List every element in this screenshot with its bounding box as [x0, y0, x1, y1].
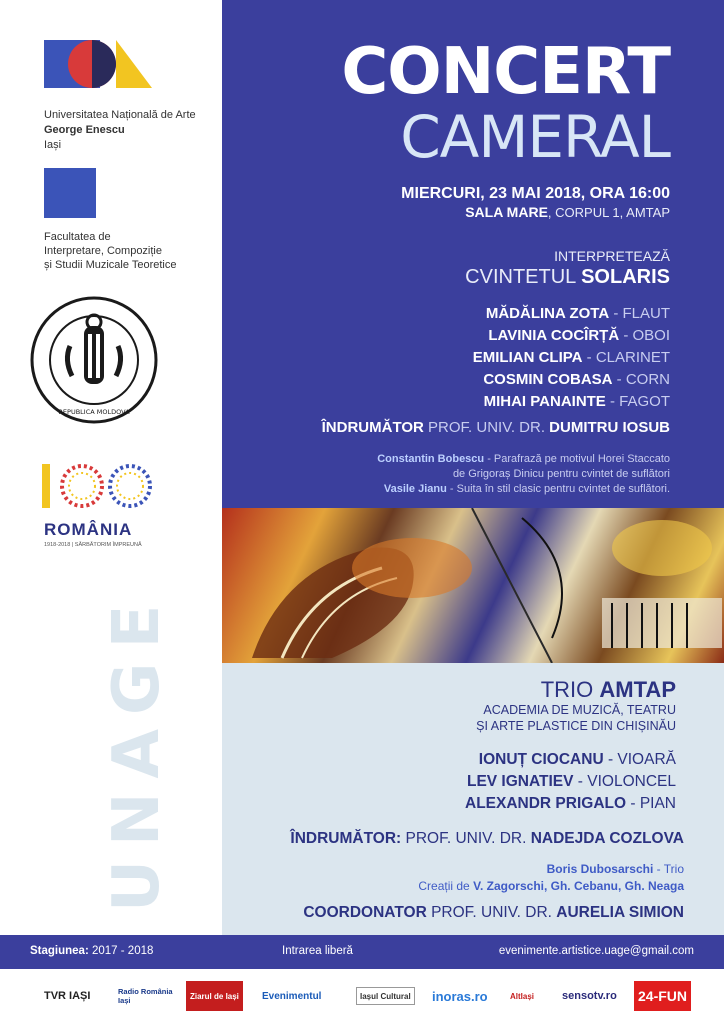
ensemble1-bold: SOLARIS: [581, 266, 670, 288]
program-prefix: Creații de: [418, 879, 474, 893]
faculty-name: [44, 230, 176, 272]
amtap-seal-icon: [30, 296, 158, 424]
altiasi-logo: AltIași: [510, 991, 535, 1001]
sponsor-strip: [0, 969, 724, 1024]
faculty-line-2: Interpretare, Compoziție: [44, 245, 162, 257]
member-instrument: - OBOI: [619, 327, 670, 344]
institution-line-1: ACADEMIA DE MUZICĂ, TEATRU: [483, 703, 676, 717]
ensemble2-prefix: TRIO: [540, 677, 600, 702]
member-instrument: - VIOLONCEL: [573, 773, 676, 790]
iasul-cultural-logo: Iașul Cultural: [356, 987, 415, 1005]
ensemble2-bold: AMTAP: [599, 677, 676, 702]
program-composer: Vasile Jianu: [383, 483, 447, 495]
program-composers: V. Zagorschi, Gh. Cebanu, Gh. Neaga: [473, 879, 684, 893]
radio-logo: Radio România Iași: [118, 987, 173, 1005]
coordinator-name: AURELIA SIMION: [556, 904, 684, 921]
ensemble2-members: [465, 749, 676, 815]
mentor-title: PROF. UNIV. DR.: [423, 419, 550, 436]
season-label: Stagiunea:: [30, 945, 89, 957]
romania-100-logo: [40, 460, 160, 510]
venue-name: SALA MARE: [465, 204, 548, 220]
member-name: IONUȚ CIOCANU: [478, 751, 604, 768]
coordinator: [303, 904, 684, 922]
ensemble1-mentor: [322, 419, 670, 436]
member-name: ALEXANDR PRIGALO: [465, 795, 627, 812]
member-row: [473, 369, 670, 391]
tvr-logo: TVR IAȘI: [44, 990, 91, 1002]
footer-bar: [0, 935, 724, 969]
event-date: MIERCURI, 23 MAI 2018, ORA 16:00: [401, 185, 670, 202]
program-work: - Trio: [653, 862, 684, 876]
mentor-label: ÎNDRUMĂTOR:: [290, 830, 402, 847]
member-row: [473, 391, 670, 413]
member-name: LAVINIA COCÎRȚĂ: [488, 327, 620, 344]
coordinator-title: PROF. UNIV. DR.: [426, 904, 557, 921]
ensemble2-program: [418, 861, 684, 895]
faculty-logo-square: [44, 168, 96, 218]
faculty-line-1: Facultatea de: [44, 231, 111, 243]
member-name: COSMIN COBASA: [483, 371, 613, 388]
ensemble2-name: [541, 677, 676, 703]
title-cameral: CAMERAL: [400, 103, 670, 171]
mentor-title: PROF. UNIV. DR.: [401, 830, 531, 847]
member-row: [473, 347, 670, 369]
sidebar: [0, 0, 222, 935]
member-instrument: - FAGOT: [605, 393, 670, 410]
mentor-name: DUMITRU IOSUB: [549, 419, 670, 436]
concert-header-panel: [222, 0, 724, 508]
svg-text:REPUBLICA MOLDOVA: REPUBLICA MOLDOVA: [58, 408, 130, 416]
cello-painting-image: [222, 508, 724, 663]
ziar-logo: Ziarul de Iași: [186, 981, 243, 1011]
member-name: MIHAI PANAINTE: [483, 393, 606, 410]
centenary-tagline: 1918-2018 | SĂRBĂTORIM ÎMPREUNĂ: [44, 542, 142, 548]
performs-label: INTERPRETEAZĂ: [554, 248, 670, 264]
unage-logo: [44, 40, 154, 90]
university-line-1: Universitatea Națională de Arte: [44, 109, 196, 121]
sensotv-logo: sensotv.ro: [562, 990, 617, 1002]
title-concert: CONCERT: [341, 35, 670, 109]
program-composer: Constantin Bobescu: [377, 453, 485, 465]
season: [30, 945, 153, 957]
season-value: 2017 - 2018: [88, 945, 154, 957]
coordinator-label: COORDONATOR: [303, 904, 427, 921]
member-name: MĂDĂLINA ZOTA: [485, 305, 610, 322]
24fun-logo: 24-FUN: [634, 981, 691, 1011]
ensemble2-institution: [476, 702, 676, 734]
member-row: [465, 771, 676, 793]
institution-line-2: ȘI ARTE PLASTICE DIN CHIȘINĂU: [476, 719, 676, 733]
university-line-2: George Enescu: [44, 124, 125, 136]
event-venue: [465, 204, 670, 220]
member-row: [465, 793, 676, 815]
program-work: - Suita în stil clasic pentru cvintet de suflători.: [446, 483, 670, 495]
program-work-cont: de Grigoraș Dinicu pentru cvintet de suflători: [452, 468, 670, 480]
ensemble2-mentor: [290, 830, 684, 848]
member-instrument: - VIOARĂ: [603, 751, 676, 768]
evenimentul-logo: Evenimentul: [262, 990, 322, 1002]
mentor-label: ÎNDRUMĂTOR: [321, 419, 424, 436]
member-name: LEV IGNATIEV: [466, 773, 574, 790]
member-row: [465, 749, 676, 771]
member-name: EMILIAN CLIPA: [472, 349, 583, 366]
unage-vertical-text: UNAGE: [100, 590, 174, 912]
member-instrument: - PIAN: [626, 795, 676, 812]
member-instrument: - FLAUT: [609, 305, 670, 322]
romania-wordmark: ROMÂNIA: [44, 520, 133, 539]
faculty-line-3: și Studii Muzicale Teoretice: [44, 259, 177, 271]
inoras-logo: inoras.ro: [432, 988, 488, 1004]
contact-email-link[interactable]: evenimente.artistice.uage@gmail.com: [498, 945, 694, 957]
venue-details: , CORPUL 1, AMTAP: [547, 205, 670, 220]
free-entry-text: Intrarea liberă: [282, 945, 353, 957]
program-composer: Boris Dubosarschi: [546, 862, 654, 876]
university-name: [44, 108, 196, 153]
member-instrument: - CLARINET: [582, 349, 670, 366]
ensemble1-members: [473, 303, 670, 413]
member-row: [473, 303, 670, 325]
university-line-3: Iași: [44, 139, 62, 151]
ensemble1-prefix: CVINTETUL: [465, 266, 582, 288]
ensemble1-name: [465, 266, 670, 289]
program-work: - Parafrază pe motivul Horei Staccato: [484, 453, 670, 465]
member-row: [473, 325, 670, 347]
mentor-name: NADEJDA COZLOVA: [530, 830, 684, 847]
member-instrument: - CORN: [612, 371, 670, 388]
trio-panel: [222, 663, 724, 935]
ensemble1-program: [377, 452, 670, 497]
